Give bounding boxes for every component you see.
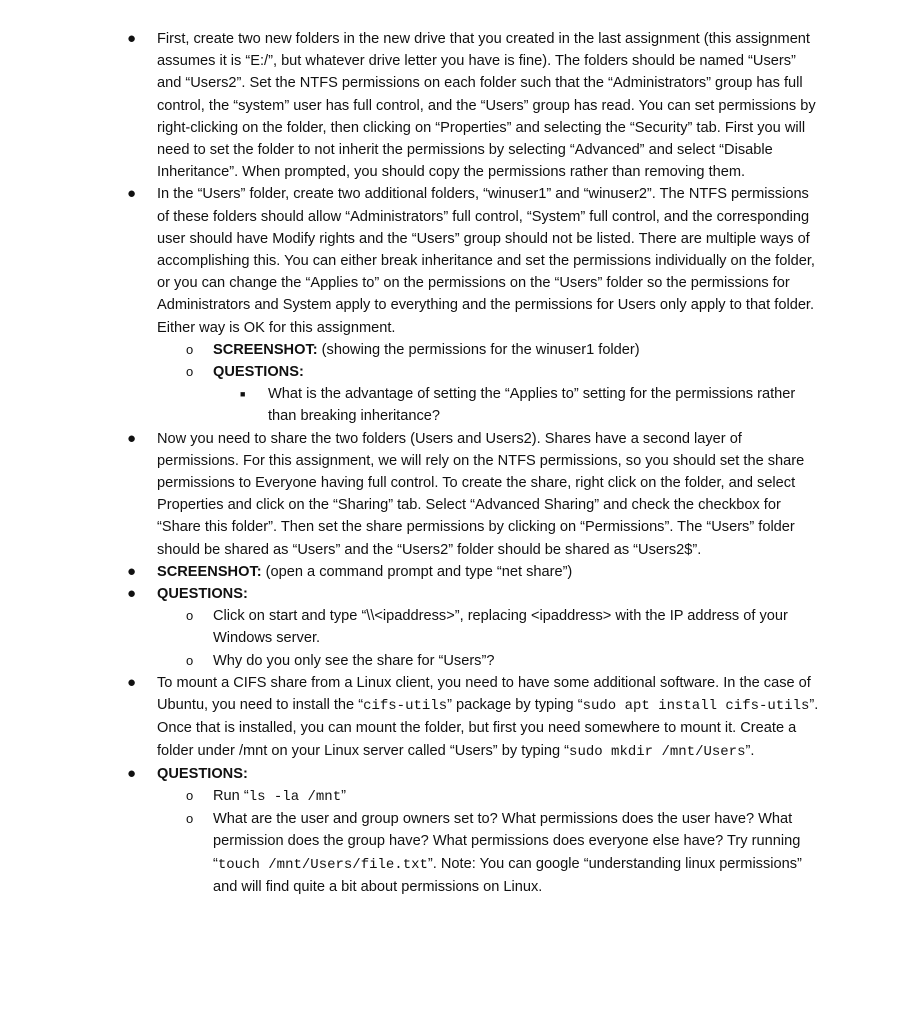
text-run: What is the advantage of setting the “Applies to” setting for the permissions rather than breaking inheritance?	[268, 386, 796, 425]
question-applies-to	[0, 383, 924, 427]
paragraph-text	[157, 186, 815, 335]
bold-label: QUESTIONS:	[157, 765, 248, 782]
paragraph-text	[213, 653, 494, 669]
text-run: In the “Users” folder, create two additional folders, “winuser1” and “winuser2”. The NTFS permissions of these folders should allow “Administrators” full control, “System” full control, and the corresponding user should have Modify rights and the “Users” group should not be listed. There are multiple ways of accomplishing this. You can either break inheritance and set the permissions individually on the folder, or you can change the “Applies to” on the permissions on the “Users” folder so the permissions for Administrators and System apply to everything and the permissions for Users only apply to that folder. Either way is OK for this assignment.	[157, 186, 815, 336]
code-text: ls -la /mnt	[248, 788, 342, 805]
circle-bullet-icon: o	[186, 608, 194, 624]
square-bullet-icon: ■	[240, 389, 246, 400]
text-run: ”. Note: You can google “understanding linux permissions” and will find quite a bit about permissions on Linux.	[213, 855, 802, 895]
questions-heading	[0, 361, 924, 383]
paragraph-text	[213, 342, 640, 358]
text-run: What are the user and group owners set to? What permissions does the user have? What permission does the group have? What permissions does everyone else have? Try running “	[213, 811, 801, 872]
step-share-folders	[0, 428, 924, 561]
bold-label: SCREENSHOT:	[157, 563, 262, 580]
text-run: (open a command prompt and type “net share”)	[261, 563, 573, 580]
text-run: Click on start and type “\\<ipaddress>”, replacing <ipaddress> with the IP address of your Windows server.	[213, 608, 788, 647]
code-text: sudo apt install cifs-utils	[582, 698, 810, 715]
paragraph-text	[213, 811, 802, 895]
paragraph-text	[157, 431, 804, 558]
circle-bullet-icon: o	[186, 341, 194, 357]
bold-label: QUESTIONS:	[213, 364, 304, 381]
text-run: ”.	[745, 742, 755, 759]
code-text: cifs-utils	[363, 698, 448, 715]
screenshot-net-share	[0, 561, 924, 583]
paragraph-text	[213, 788, 346, 804]
screenshot-winuser1-permissions	[0, 339, 924, 361]
paragraph-text	[213, 608, 788, 646]
text-run: ”	[341, 787, 346, 804]
disc-bullet-icon: ●	[127, 673, 137, 691]
bold-label: SCREENSHOT:	[213, 341, 318, 358]
step-winuser-folders	[0, 183, 924, 338]
disc-bullet-icon: ●	[127, 30, 137, 47]
disc-bullet-icon: ●	[127, 585, 137, 603]
paragraph-text	[268, 386, 795, 424]
questions-heading	[0, 583, 924, 605]
text-run: Now you need to share the two folders (Users and Users2). Shares have a second layer of permissions. For this assignment, we will rely on the NTFS permissions, so you should set the share permissions to Everyone having full control. To create the share, right click on the folder, and select Properties and click on the “Sharing” tab. Select “Advanced Sharing” and check the checkbox for “Share this folder”. Then set the share permissions by clicking on “Permissions”. The “Users” folder should be shared as “Users” and the “Users2” folder should be shared as “Users2$”.	[157, 430, 805, 558]
assignment-instructions	[0, 28, 924, 898]
text-run: ” package by typing “	[447, 697, 583, 714]
circle-bullet-icon: o	[186, 811, 194, 827]
step-create-folders	[0, 28, 924, 183]
text-run: (showing the permissions for the winuser1 folder)	[317, 341, 640, 358]
question-linux-permissions	[0, 808, 924, 898]
question-ls-mnt	[0, 785, 924, 808]
circle-bullet-icon: o	[186, 364, 194, 380]
disc-bullet-icon: ●	[127, 562, 137, 580]
step-mount-cifs	[0, 672, 924, 763]
disc-bullet-icon: ●	[127, 429, 137, 447]
bold-label: QUESTIONS:	[157, 586, 248, 603]
questions-heading	[0, 763, 924, 785]
code-text: sudo mkdir /mnt/Users	[569, 743, 746, 760]
text-run: Run “	[213, 787, 249, 804]
circle-bullet-icon: o	[186, 652, 194, 668]
text-run: Why do you only see the share for “Users”?	[213, 652, 495, 669]
disc-bullet-icon: ●	[127, 764, 137, 782]
paragraph-text	[157, 564, 572, 580]
text-run: First, create two new folders in the new drive that you created in the last assignment (this assignment assumes it is “E:/”, but whatever drive letter you have is fine). The folders should be named “Users” and “Users2”. Set the NTFS permissions on each folder such that the “Administrators” group has full control, the “system” user has full control, and the “Users” group has read. You can set permissions by right-clicking on the folder, then clicking on “Properties” and selecting the “Security” tab. First you will need to set the folder to not inherit the permissions by selecting “Advanced” and select “Disable Inheritance”. When prompted, you should copy the permissions rather than removing them.	[157, 31, 816, 181]
question-ipaddress	[0, 605, 924, 649]
paragraph-text	[213, 364, 304, 380]
question-users-share	[0, 650, 924, 672]
paragraph-text	[157, 31, 816, 180]
code-text: touch /mnt/Users/file.txt	[217, 856, 428, 873]
paragraph-text	[157, 675, 818, 759]
text-run: ”. Once that is installed, you can mount the folder, but first you need somewhere to mount it. Create a folder under /mnt on your Linux server called “Users” by typing “	[157, 697, 819, 759]
paragraph-text	[157, 766, 248, 782]
text-run: To mount a CIFS share from a Linux client, you need to have some additional software. In the case of Ubuntu, you need to install the “	[157, 674, 811, 714]
circle-bullet-icon: o	[186, 787, 194, 803]
paragraph-text	[157, 586, 248, 602]
disc-bullet-icon: ●	[127, 185, 137, 203]
